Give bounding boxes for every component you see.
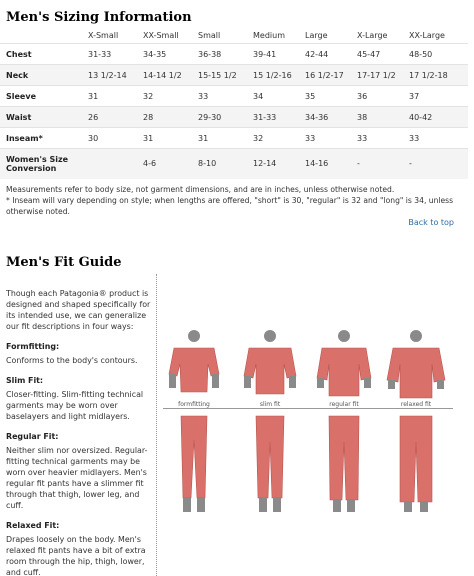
fit-figure-regular — [313, 330, 375, 520]
fit-description: Drapes loosely on the body. Men's relaxed fit pants have a bit of extra room through the hip, thigh, lower, and cuff. — [6, 535, 146, 576]
section-divider — [156, 274, 157, 576]
figure-slim-illustration — [239, 330, 301, 520]
table-cell: 28 — [139, 107, 194, 128]
fit-term: Regular Fit: — [6, 432, 59, 441]
table-cell: 26 — [84, 107, 139, 128]
table-cell: 31 — [194, 128, 249, 149]
table-cell: 32 — [139, 86, 194, 107]
table-cell: 36-38 — [194, 44, 249, 65]
row-label: Neck — [0, 65, 84, 86]
table-cell: 31-33 — [249, 107, 301, 128]
row-label: Women's Size Conversion — [0, 149, 84, 179]
fit-guide-title: Men's Fit Guide — [6, 255, 122, 270]
column-header — [0, 28, 84, 44]
sizing-table — [0, 28, 468, 179]
table-cell: 33 — [405, 128, 468, 149]
table-cell: 48-50 — [405, 44, 468, 65]
table-cell: 35 — [301, 86, 353, 107]
table-header-row — [0, 28, 468, 44]
fit-definition — [6, 520, 152, 576]
measurement-note: Measurements refer to body size, not garment dimensions, and are in inches, unless otherwise noted. — [6, 185, 395, 194]
column-header: X-Large — [353, 28, 405, 44]
table-cell — [84, 149, 139, 179]
figure-label: regular fit — [329, 401, 359, 408]
fit-figure-relaxed — [385, 330, 447, 520]
table-cell: 29-30 — [194, 107, 249, 128]
table-cell: 4-6 — [139, 149, 194, 179]
table-cell: 37 — [405, 86, 468, 107]
table-cell: 38 — [353, 107, 405, 128]
table-cell: - — [405, 149, 468, 179]
column-header: Medium — [249, 28, 301, 44]
fit-intro: Though each Patagonia® product is designed and shaped specifically for its intended use, we can generalize our fit descriptions in four ways: — [6, 289, 151, 331]
table-cell: 39-41 — [249, 44, 301, 65]
table-cell: 34-35 — [139, 44, 194, 65]
figure-label: relaxed fit — [400, 401, 432, 408]
table-cell: 15-15 1/2 — [194, 65, 249, 86]
fit-term: Slim Fit: — [6, 376, 44, 385]
fit-definition — [6, 431, 152, 511]
figure-label: formfitting — [178, 401, 210, 408]
fit-figures — [163, 330, 453, 520]
table-cell: 34-36 — [301, 107, 353, 128]
figure-relaxed-illustration — [385, 330, 447, 520]
table-cell: 40-42 — [405, 107, 468, 128]
table-cell: 8-10 — [194, 149, 249, 179]
table-row — [0, 86, 468, 107]
row-label: Waist — [0, 107, 84, 128]
table-cell: 14-16 — [301, 149, 353, 179]
row-label: Inseam* — [0, 128, 84, 149]
fit-definition — [6, 341, 152, 366]
back-to-top-link[interactable]: Back to top — [408, 218, 454, 227]
figure-formfitting-illustration — [163, 330, 225, 520]
figure-label: slim fit — [259, 401, 281, 408]
table-row — [0, 65, 468, 86]
table-cell: - — [353, 149, 405, 179]
row-label: Chest — [0, 44, 84, 65]
table-cell: 31 — [139, 128, 194, 149]
table-cell: 34 — [249, 86, 301, 107]
table-cell: 17 1/2-18 — [405, 65, 468, 86]
table-cell: 13 1/2-14 — [84, 65, 139, 86]
table-cell: 15 1/2-16 — [249, 65, 301, 86]
table-cell: 42-44 — [301, 44, 353, 65]
column-header: XX-Small — [139, 28, 194, 44]
table-cell: 33 — [301, 128, 353, 149]
figure-regular-illustration — [313, 330, 375, 520]
table-cell: 16 1/2-17 — [301, 65, 353, 86]
table-cell: 30 — [84, 128, 139, 149]
row-label: Sleeve — [0, 86, 84, 107]
inseam-note: * Inseam will vary depending on style; when lengths are offered, "short" is 30, "regular" is 32 and "long" is 34, unless otherwise noted. — [6, 196, 454, 216]
table-cell: 12-14 — [249, 149, 301, 179]
table-row — [0, 149, 468, 179]
fit-guide-text — [6, 288, 152, 576]
table-row — [0, 44, 468, 65]
column-header: Small — [194, 28, 249, 44]
table-cell: 45-47 — [353, 44, 405, 65]
table-cell: 33 — [194, 86, 249, 107]
fit-definition — [6, 375, 152, 422]
table-cell: 36 — [353, 86, 405, 107]
fit-term: Relaxed Fit: — [6, 521, 60, 530]
fit-description: Conforms to the body's contours. — [6, 356, 138, 365]
fit-figure-slim — [239, 330, 301, 520]
sizing-title: Men's Sizing Information — [6, 10, 192, 25]
fit-description: Neither slim nor oversized. Regular-fitting technical garments may be worn over heavier midlayers. Men's regular fit pants have a slimmer fit through that thigh, lower leg, and cuff. — [6, 446, 148, 510]
table-cell: 31 — [84, 86, 139, 107]
table-cell: 31-33 — [84, 44, 139, 65]
column-header: XX-Large — [405, 28, 468, 44]
column-header: Large — [301, 28, 353, 44]
fit-term: Formfitting: — [6, 342, 60, 351]
table-cell: 32 — [249, 128, 301, 149]
column-header: X-Small — [84, 28, 139, 44]
table-row — [0, 107, 468, 128]
table-cell: 33 — [353, 128, 405, 149]
table-cell: 14-14 1/2 — [139, 65, 194, 86]
fit-figure-formfitting — [163, 330, 225, 520]
table-row — [0, 128, 468, 149]
table-cell: 17-17 1/2 — [353, 65, 405, 86]
fit-description: Closer-fitting. Slim-fitting technical garments may be worn over baselayers and light midlayers. — [6, 390, 144, 421]
